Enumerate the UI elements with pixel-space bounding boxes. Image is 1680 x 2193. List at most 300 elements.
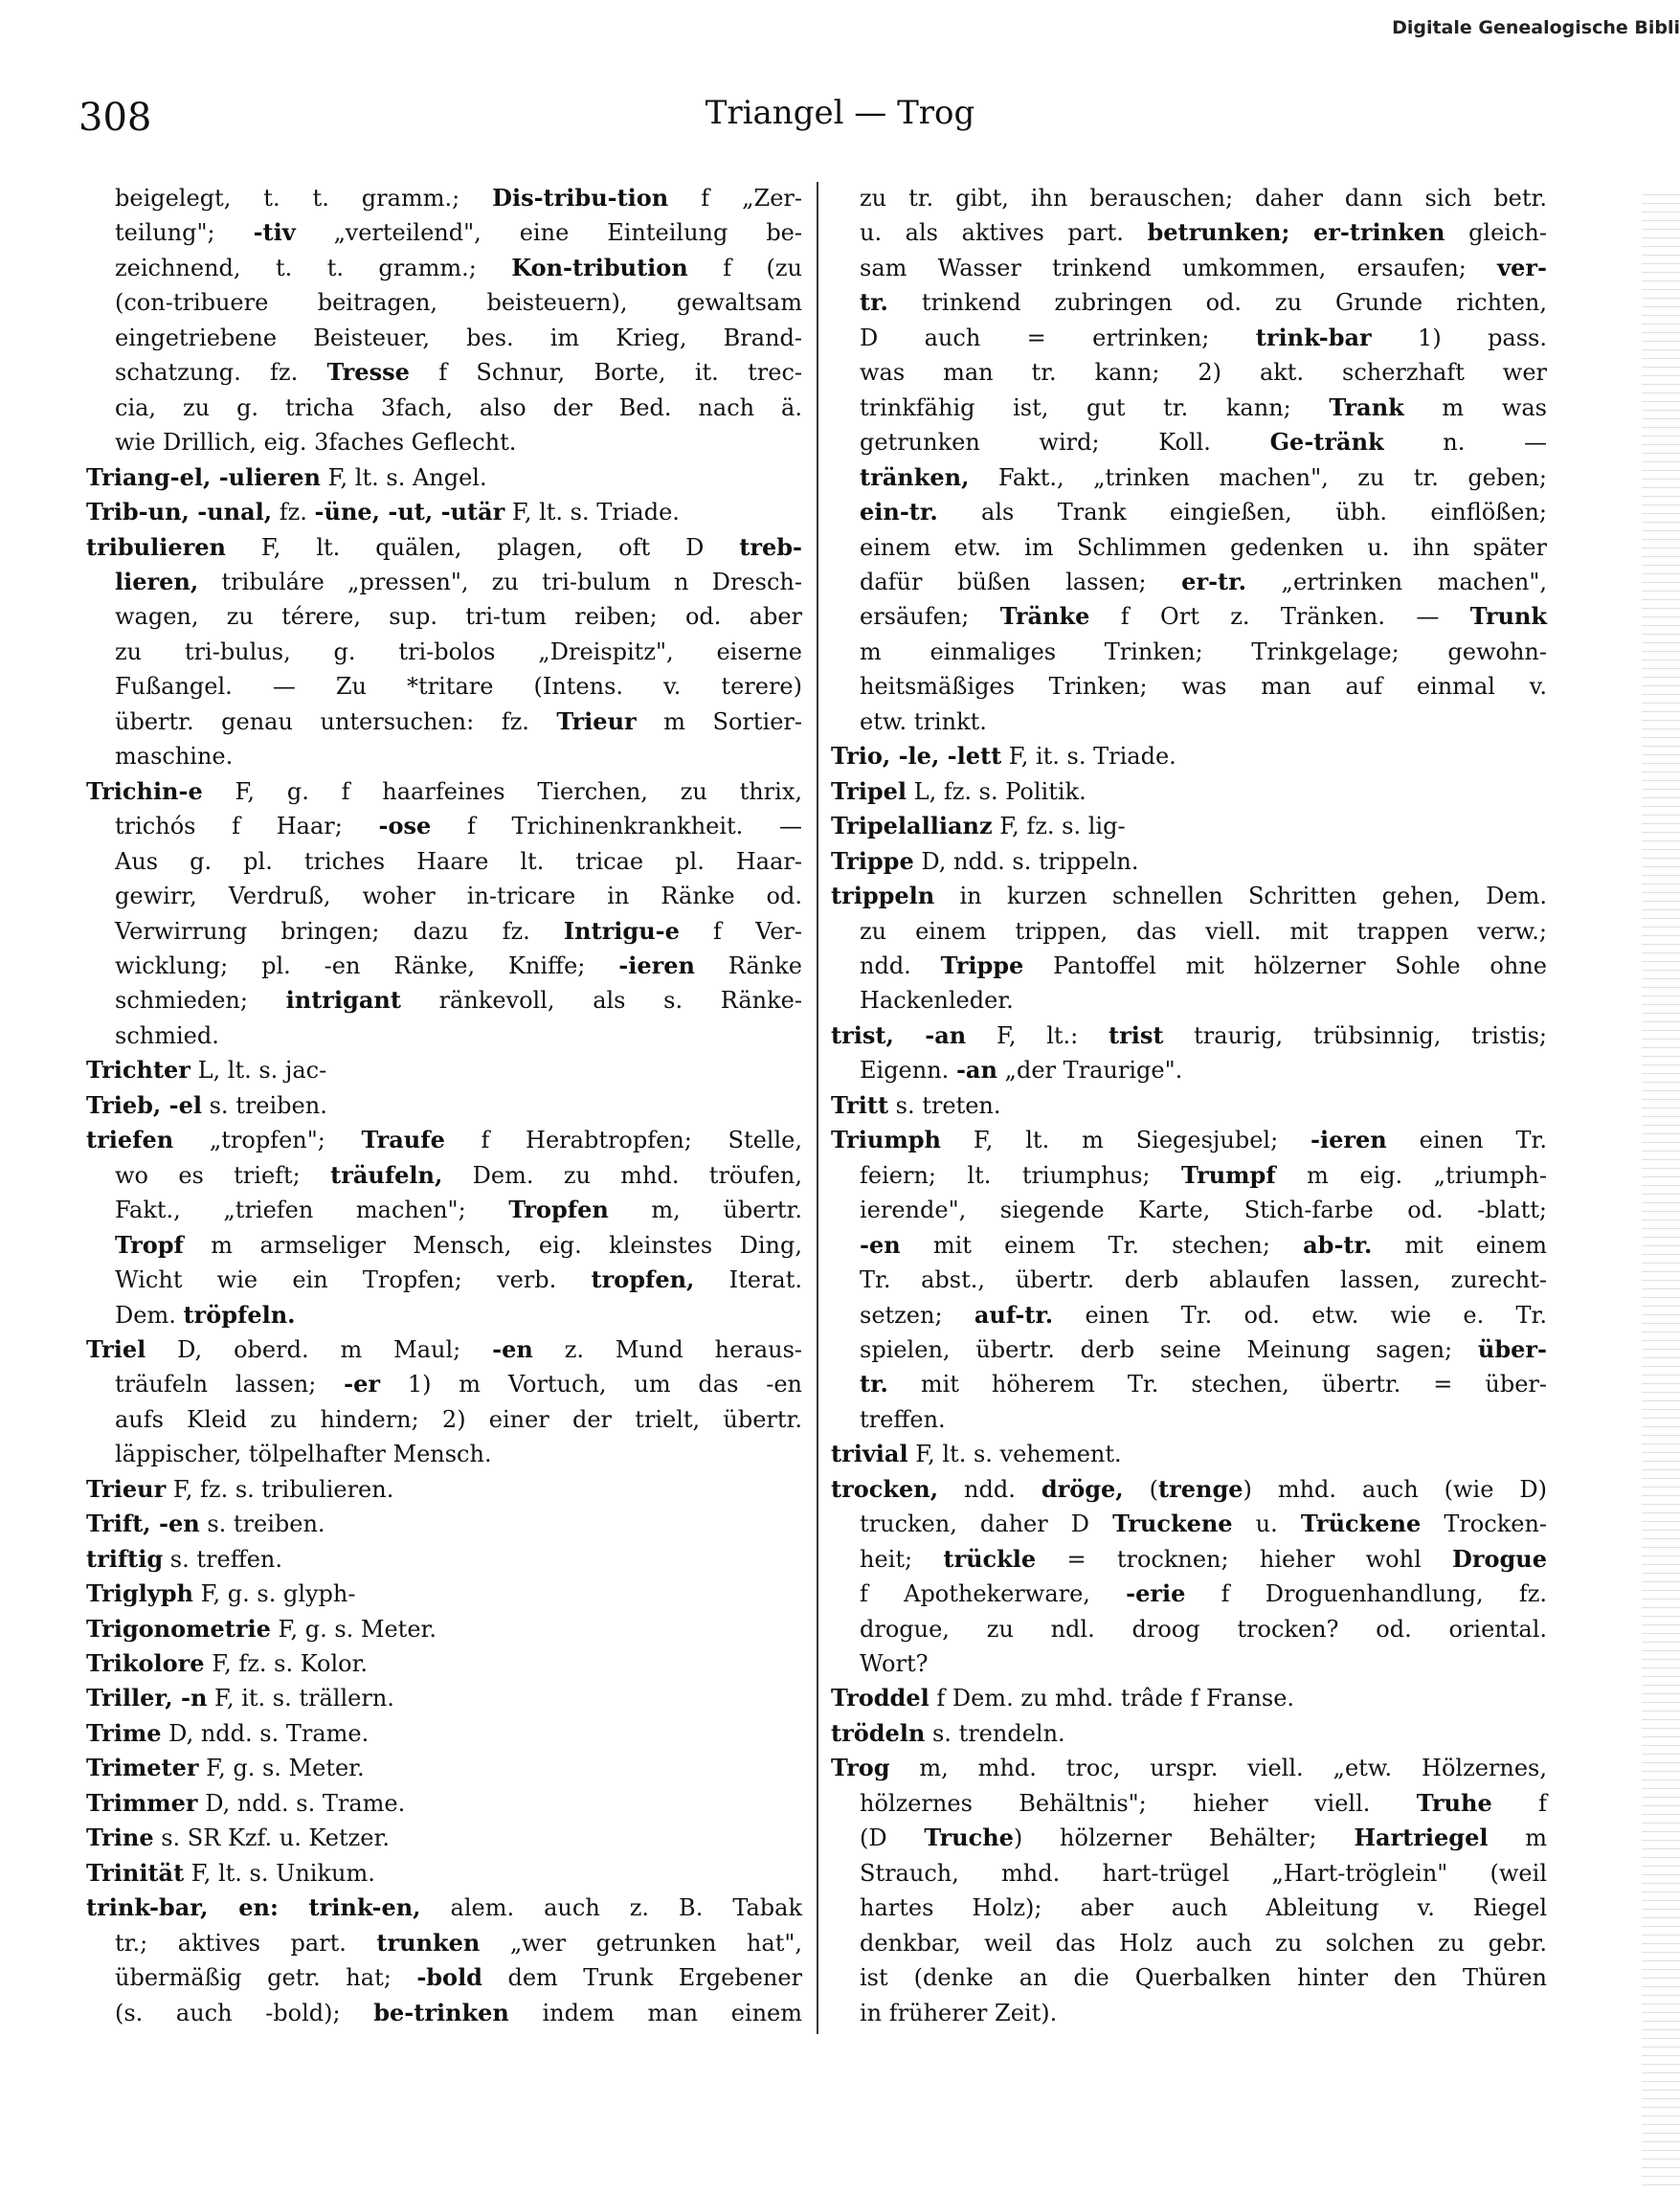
headword: trink-bar — [1255, 323, 1372, 351]
text-segment: f Dem. zu mhd. trâde f Franse. — [929, 1685, 1295, 1712]
headword: Tränke — [999, 602, 1090, 631]
text-line — [82, 322, 802, 354]
text-segment: F, lt. s. Triade. — [504, 499, 680, 526]
entry-headline — [82, 531, 802, 564]
text-segment: dafür büßen lassen; — [860, 568, 1182, 595]
text-line — [827, 461, 1547, 494]
entry-headline — [82, 1089, 802, 1122]
headword: Trichin-e — [86, 776, 203, 805]
text-segment: traurig, trübsinnig, tristis; — [1163, 1021, 1547, 1049]
text-line — [827, 1264, 1547, 1296]
headword: Traufe — [361, 1126, 445, 1154]
text-segment: läppischer, tölpelhafter Mensch. — [115, 1441, 492, 1468]
headword: tr. — [860, 288, 888, 317]
text-segment: spielen, übertr. derb seine Meinung sagen; — [860, 1335, 1478, 1363]
headword: Trime — [86, 1718, 162, 1747]
headword: Trift, -en — [86, 1510, 200, 1538]
text-segment: trinkfähig ist, gut tr. kann; — [860, 393, 1330, 421]
headword: Trio, -le, -lett — [831, 742, 1002, 771]
text-segment: zeichnend, t. t. gramm.; — [115, 254, 512, 281]
headword: Tropfen — [508, 1196, 609, 1224]
text-segment: wie Drillich, eig. 3faches Geflecht. — [115, 429, 517, 457]
text-segment: heit; — [860, 1545, 944, 1573]
headword: Tripelallianz — [831, 812, 993, 840]
text-segment: s. treffen. — [163, 1545, 283, 1573]
headword: Intrigu-e — [563, 916, 680, 945]
text-line — [82, 1159, 802, 1192]
text-segment: tribuláre „pressen", zu tri-bulum n Dresch- — [198, 568, 802, 595]
right-column — [827, 182, 1547, 2029]
entry-headline — [82, 775, 802, 808]
text-line — [827, 1194, 1547, 1226]
headword: träufeln, — [330, 1160, 443, 1189]
headword: Trippe — [831, 846, 914, 875]
text-line — [827, 1647, 1547, 1680]
entry-headline — [82, 1647, 802, 1680]
text-line — [82, 810, 802, 842]
headword: Trieur — [556, 706, 637, 735]
headword: Trippe — [940, 951, 1024, 979]
text-segment: f Schnur, Borte, it. trec- — [409, 359, 802, 387]
entry-headline — [827, 1124, 1547, 1156]
entry-headline — [827, 810, 1547, 842]
entry-headline — [82, 461, 802, 494]
headword: Trimmer — [86, 1788, 198, 1817]
text-segment: F, lt. s. vehement. — [907, 1441, 1122, 1468]
text-line — [827, 1159, 1547, 1192]
text-segment: indem man einem — [508, 1999, 802, 2026]
text-segment: f „Zer- — [668, 185, 802, 212]
text-line — [82, 1997, 802, 2029]
text-segment: Fakt., „trinken machen", zu tr. geben; — [969, 463, 1547, 491]
text-segment: F, lt. s. Angel. — [321, 463, 487, 491]
text-line — [827, 1229, 1547, 1262]
text-segment: D, ndd. s. Trame. — [161, 1719, 370, 1747]
text-line — [827, 566, 1547, 598]
text-segment: F, lt. s. Unikum. — [184, 1859, 375, 1887]
text-segment: Verwirrung bringen; dazu fz. — [115, 917, 564, 945]
headword: er-tr. — [1181, 567, 1246, 595]
headword: Trichter — [86, 1056, 190, 1085]
text-line — [82, 984, 802, 1017]
headword: Trieb, -el — [86, 1090, 202, 1119]
text-segment: einem etw. im Schlimmen gedenken u. ihn später — [860, 533, 1547, 561]
headword: tröpfeln. — [183, 1300, 296, 1329]
headword: -en — [860, 1230, 901, 1259]
text-segment: drogue, zu ndl. droog trocken? od. oriental. — [860, 1615, 1547, 1643]
headword: -er — [344, 1370, 380, 1399]
text-segment: f (zu — [687, 254, 802, 281]
text-line — [827, 322, 1547, 354]
text-line — [82, 1961, 802, 1994]
headword: auf-tr. — [974, 1300, 1054, 1329]
text-segment: schmieden; — [115, 987, 286, 1015]
text-segment: eingetriebene Beisteuer, bes. im Krieg, Brand- — [115, 324, 802, 351]
column-divider — [817, 182, 818, 2034]
text-segment: beigelegt, t. t. gramm.; — [115, 185, 493, 212]
text-line — [827, 1613, 1547, 1645]
text-segment: denkbar, weil das Holz auch zu solchen zu gebr. — [860, 1929, 1547, 1957]
text-segment: wicklung; pl. -en Ränke, Kniffe; — [115, 951, 619, 979]
text-line — [82, 1229, 802, 1262]
text-segment: schmied. — [115, 1021, 219, 1049]
headword: Triller, -n — [86, 1684, 208, 1712]
text-segment: mit einem Tr. stechen; — [900, 1231, 1304, 1259]
text-line — [82, 1368, 802, 1400]
text-segment: dem Trunk Ergebener — [482, 1964, 802, 1992]
text-line — [82, 356, 802, 389]
text-segment: teilung"; — [115, 219, 254, 247]
text-segment: Dem. zu mhd. tröufen, — [442, 1161, 802, 1189]
text-segment: F, lt.: — [966, 1021, 1109, 1049]
text-segment: Eigenn. — [860, 1057, 956, 1085]
headword: Trib-un, -unal, — [86, 498, 273, 526]
text-segment: „ertrinken machen", — [1245, 568, 1547, 595]
entry-headline — [82, 1857, 802, 1890]
text-segment: übertr. genau untersuchen: fz. — [115, 707, 557, 735]
text-segment: aufs Kleid zu hindern; 2) einer der trielt, übertr. — [115, 1405, 802, 1433]
text-segment: m was — [1403, 393, 1547, 421]
headword: tr. — [860, 1370, 888, 1399]
entry-headline — [82, 1717, 802, 1750]
headword: Trog — [831, 1754, 890, 1782]
entry-headline — [827, 880, 1547, 912]
text-segment: m eig. „triumph- — [1275, 1161, 1547, 1189]
text-segment: gewirr, Verdruß, woher in-tricare in Ränke od. — [115, 883, 802, 910]
text-segment: ) mhd. auch (wie D) — [1243, 1475, 1547, 1503]
headword: Hartriegel — [1354, 1824, 1489, 1852]
entry-headline — [82, 1473, 802, 1506]
headword: trink-bar, en: trink-en, — [86, 1893, 421, 1922]
text-segment: treffen. — [860, 1405, 946, 1433]
text-segment: alem. auch z. B. Tabak — [420, 1894, 802, 1922]
text-segment: mit einem — [1372, 1231, 1547, 1259]
text-line — [82, 636, 802, 668]
text-segment: u. als aktives part. — [860, 219, 1148, 247]
text-line — [82, 426, 802, 459]
headword: trenge — [1158, 1474, 1243, 1503]
text-segment: m einmaliges Trinken; Trinkgelage; gewohn- — [860, 638, 1547, 665]
text-segment: als Trank eingießen, übh. einflößen; — [937, 499, 1547, 526]
text-segment: F, g. s. Meter. — [270, 1615, 437, 1643]
text-segment: cia, zu g. tricha 3fach, also der Bed. nach ä. — [115, 393, 802, 421]
text-segment: F, fz. s. lig- — [992, 813, 1126, 840]
text-segment: fz. — [272, 499, 315, 526]
text-line — [82, 845, 802, 878]
text-segment: ierende", siegende Karte, Stich-farbe od. -blatt; — [860, 1197, 1547, 1224]
text-line — [82, 915, 802, 948]
text-line — [827, 356, 1547, 389]
entry-headline — [82, 1333, 802, 1366]
entry-headline — [827, 1019, 1547, 1052]
text-segment: F, lt. m Siegesjubel; — [940, 1127, 1311, 1154]
text-segment: tr.; aktives part. — [115, 1929, 377, 1957]
text-line — [82, 1438, 802, 1470]
headword: ver- — [1497, 253, 1547, 281]
text-segment: einen Tr. od. etw. wie e. Tr. — [1053, 1301, 1547, 1329]
text-segment: übermäßig getr. hat; — [115, 1964, 417, 1992]
headword: be-trinken — [373, 1998, 509, 2026]
entry-headline — [82, 1891, 802, 1924]
text-segment: mit höherem Tr. stechen, übertr. = über- — [887, 1371, 1547, 1399]
text-segment: D, ndd. s. Trame. — [197, 1789, 406, 1817]
entry-headline — [82, 1682, 802, 1714]
text-segment: „wer getrunken hat", — [480, 1929, 803, 1957]
text-segment: Wort? — [860, 1650, 929, 1678]
text-segment: D auch = ertrinken; — [860, 324, 1256, 351]
text-segment: m — [1488, 1824, 1547, 1852]
text-segment: F, fz. s. tribulieren. — [166, 1475, 394, 1503]
text-line — [827, 286, 1547, 319]
left-column — [82, 182, 802, 2029]
headword: Trine — [86, 1824, 154, 1852]
text-segment: m, übertr. — [608, 1197, 802, 1224]
headword: Trückene — [1300, 1510, 1422, 1538]
text-segment: Fakt., „triefen machen"; — [115, 1197, 509, 1224]
headword: Trunk — [1469, 602, 1547, 631]
headword: Tritt — [831, 1090, 889, 1119]
text-segment: f Ver- — [679, 917, 802, 945]
entry-headline — [82, 1752, 802, 1784]
headword: -üne, -ut, -utär — [314, 498, 505, 526]
entry-headline — [82, 1787, 802, 1820]
text-segment: f Apothekerware, — [860, 1580, 1127, 1608]
headword: Tripel — [831, 776, 907, 805]
text-line — [827, 392, 1547, 424]
headword: Trinität — [86, 1858, 185, 1887]
headword: triefen — [86, 1126, 174, 1154]
text-line — [82, 670, 802, 703]
headword: Triel — [86, 1334, 146, 1363]
text-line — [827, 915, 1547, 948]
headword: -ose — [378, 812, 432, 840]
headword: intrigant — [285, 986, 401, 1015]
text-segment: Trocken- — [1421, 1510, 1548, 1538]
text-segment: f Ort z. Tränken. — — [1089, 603, 1470, 631]
headword: -erie — [1126, 1579, 1186, 1608]
headword: -bold — [416, 1963, 482, 1992]
headword: Triumph — [831, 1126, 941, 1154]
text-segment: s. SR Kzf. u. Ketzer. — [153, 1824, 390, 1852]
text-line — [82, 286, 802, 319]
headword: trocken, — [831, 1474, 939, 1503]
headword: -ieren — [1310, 1126, 1387, 1154]
text-segment: F, fz. s. Kolor. — [204, 1650, 369, 1678]
text-line — [827, 531, 1547, 564]
text-segment: „verteilend", eine Einteilung be- — [295, 219, 802, 247]
text-segment: gleich- — [1445, 219, 1547, 247]
text-segment: u. — [1232, 1510, 1301, 1538]
text-line — [82, 216, 802, 249]
text-segment: ist (denke an die Querbalken hinter den Thüren — [860, 1964, 1547, 1992]
text-segment: 1) pass. — [1371, 324, 1548, 351]
text-line — [82, 252, 802, 284]
text-segment: heitsmäßiges Trinken; was man auf einmal v. — [860, 673, 1547, 701]
text-segment: trucken, daher D — [860, 1510, 1113, 1538]
text-segment: (D — [860, 1824, 925, 1852]
entry-headline — [82, 1613, 802, 1645]
text-segment: feiern; lt. triumphus; — [860, 1161, 1181, 1189]
headword: Trigonometrie — [86, 1614, 271, 1643]
headword: -en — [492, 1334, 533, 1363]
running-title: Triangel — Trog — [705, 94, 975, 132]
text-segment: ndd. — [938, 1475, 1042, 1503]
text-line — [827, 1578, 1547, 1610]
text-line — [827, 426, 1547, 459]
text-segment: etw. trinkt. — [860, 707, 987, 735]
text-segment: (s. auch -bold); — [115, 1999, 374, 2026]
text-line — [827, 1822, 1547, 1854]
headword: treb- — [739, 532, 802, 561]
text-line — [82, 600, 802, 633]
text-line — [827, 1054, 1547, 1086]
text-segment: Fußangel. — Zu *tritare (Intens. v. terere) — [115, 673, 802, 701]
text-segment: Wicht wie ein Tropfen; verb. — [115, 1266, 592, 1294]
text-line — [827, 1368, 1547, 1400]
text-segment: F, g. s. glyph- — [192, 1580, 356, 1608]
headword: Dis-tribu-tion — [492, 184, 669, 212]
text-segment: Dem. — [115, 1301, 184, 1329]
text-segment: D, oberd. m Maul; — [146, 1335, 493, 1363]
headword: -ieren — [618, 951, 695, 979]
headword: tropfen, — [591, 1265, 695, 1294]
headword: Triglyph — [86, 1579, 193, 1608]
entry-headline — [827, 740, 1547, 772]
text-segment: z. Mund heraus- — [532, 1335, 803, 1363]
text-segment: m, mhd. troc, urspr. viell. „etw. Hölzernes, — [889, 1755, 1547, 1782]
text-segment: Strauch, mhd. hart-trügel „Hart-tröglein" (weil — [860, 1859, 1547, 1887]
headword: Ge-tränk — [1269, 428, 1384, 457]
entry-headline — [82, 1578, 802, 1610]
text-segment: Iterat. — [694, 1266, 803, 1294]
text-line — [827, 1333, 1547, 1366]
text-segment: (con-tribuere beitragen, beisteuern), gewaltsam — [115, 289, 802, 317]
text-segment: „tropfen"; — [173, 1127, 362, 1154]
text-segment: wagen, zu térere, sup. tri-tum reiben; od. aber — [115, 603, 802, 631]
headword: ein-tr. — [860, 498, 938, 526]
text-segment: schatzung. fz. — [115, 359, 327, 387]
headword: lieren, — [115, 567, 199, 595]
entry-headline — [827, 1089, 1547, 1122]
headword: trippeln — [831, 882, 935, 910]
headword: Triang-el, -ulieren — [86, 462, 321, 491]
text-segment: = trocknen; hieher wohl — [1036, 1545, 1453, 1573]
text-segment: Aus g. pl. triches Haare lt. tricae pl. Haar- — [115, 847, 802, 875]
text-segment: s. treiben. — [199, 1510, 325, 1538]
text-line — [82, 950, 802, 982]
text-line — [82, 1299, 802, 1331]
page-number: 308 — [78, 96, 152, 140]
text-segment — [1289, 219, 1313, 246]
text-segment: ränkevoll, als s. Ränke- — [400, 987, 802, 1015]
text-segment: F, g. s. Meter. — [198, 1755, 365, 1782]
text-line — [82, 1019, 802, 1052]
text-line — [82, 1403, 802, 1436]
headword: trist, -an — [831, 1020, 967, 1049]
text-segment: F, it. s. trällern. — [207, 1685, 394, 1712]
headword: trivial — [831, 1440, 908, 1468]
text-line — [827, 496, 1547, 528]
text-segment: setzen; — [860, 1301, 974, 1329]
headword: Truche — [924, 1824, 1014, 1852]
text-segment: f Trichinenkrankheit. — — [431, 813, 802, 840]
headword: tränken, — [860, 462, 970, 491]
text-segment: s. treiben. — [201, 1091, 327, 1119]
text-segment: einen Tr. — [1386, 1127, 1547, 1154]
text-segment: was man tr. kann; 2) akt. scherzhaft wer — [860, 359, 1547, 387]
headword: trückle — [943, 1544, 1037, 1573]
headword: trist — [1108, 1020, 1164, 1049]
text-segment: n. — — [1383, 429, 1548, 457]
headword: trödeln — [831, 1718, 926, 1747]
headword: über- — [1477, 1334, 1547, 1363]
entry-headline — [827, 1438, 1547, 1470]
text-line — [827, 1403, 1547, 1436]
text-segment: hartes Holz); aber auch Ableitung v. Riegel — [860, 1894, 1547, 1922]
text-segment: L, fz. s. Politik. — [907, 777, 1086, 805]
text-line — [827, 1857, 1547, 1890]
text-segment: m Sortier- — [636, 707, 803, 735]
headword: Trieur — [86, 1474, 167, 1503]
text-line — [827, 1891, 1547, 1924]
text-line — [827, 636, 1547, 668]
text-segment: trinkend zubringen od. zu Grunde richten, — [887, 289, 1547, 317]
headword: Tropf — [115, 1230, 184, 1259]
page-edge-shadow — [1642, 191, 1680, 2193]
text-line — [827, 1997, 1547, 2029]
text-segment: trichós f Haar; — [115, 813, 379, 840]
text-line — [82, 1927, 802, 1959]
headword: Trank — [1329, 392, 1404, 421]
entry-headline — [827, 1752, 1547, 1784]
text-segment: f Herabtropfen; Stelle, — [444, 1127, 802, 1154]
text-segment: 1) m Vortuch, um das -en — [380, 1371, 802, 1399]
text-line — [827, 705, 1547, 738]
headword: Truckene — [1112, 1510, 1233, 1538]
text-line — [827, 600, 1547, 633]
headword: Truhe — [1416, 1788, 1492, 1817]
text-line — [827, 182, 1547, 214]
text-line — [827, 1787, 1547, 1820]
headword: tribulieren — [86, 532, 226, 561]
text-line — [82, 705, 802, 738]
text-segment: F, it. s. Triade. — [1001, 743, 1176, 771]
entry-headline — [827, 845, 1547, 878]
text-line — [827, 1927, 1547, 1959]
text-segment: ) hölzerner Behälter; — [1013, 1824, 1355, 1852]
headword: Troddel — [831, 1684, 930, 1712]
text-segment: Pantoffel mit hölzerner Sohle ohne — [1023, 951, 1547, 979]
text-line — [82, 1194, 802, 1226]
text-segment: Hackenleder. — [860, 987, 1014, 1015]
headword: trunken — [376, 1928, 481, 1957]
entry-headline — [82, 1508, 802, 1540]
headword: betrunken; — [1147, 218, 1290, 247]
text-segment: D, ndd. s. trippeln. — [913, 847, 1139, 875]
text-line — [827, 950, 1547, 982]
text-line — [82, 182, 802, 214]
text-segment: in kurzen schnellen Schritten gehen, Dem. — [934, 883, 1547, 910]
text-segment: ( — [1123, 1475, 1158, 1503]
entry-headline — [827, 775, 1547, 808]
text-line — [82, 566, 802, 598]
headword: -an — [955, 1056, 997, 1085]
headword: dröge, — [1041, 1474, 1124, 1503]
text-segment: „der Traurige". — [997, 1057, 1183, 1085]
headword: Trumpf — [1180, 1160, 1276, 1189]
text-line — [827, 1508, 1547, 1540]
text-line — [82, 392, 802, 424]
